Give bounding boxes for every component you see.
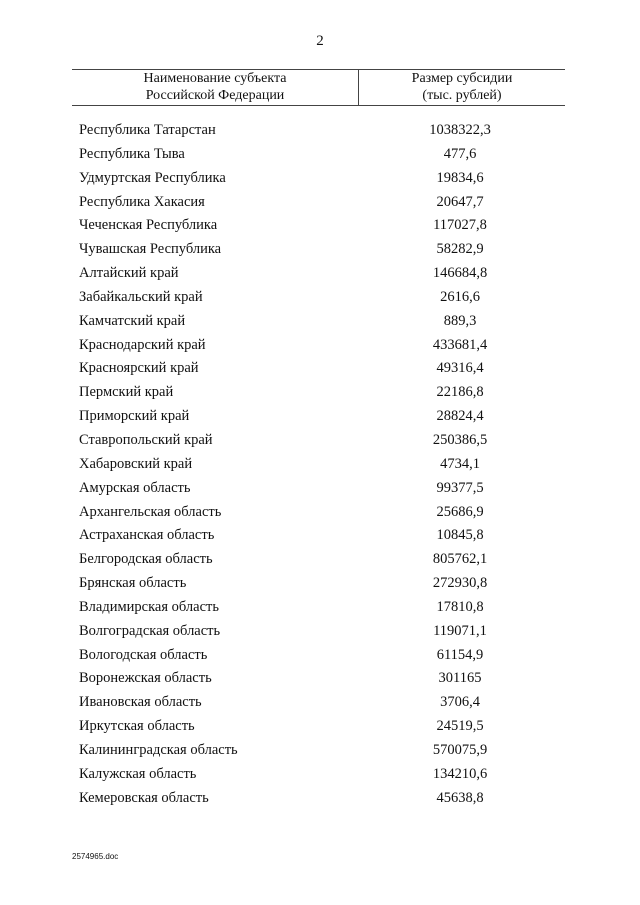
table-row (0, 119, 640, 143)
subsidy-amount: 99377,5 (436, 479, 484, 496)
table-row (0, 405, 640, 429)
subject-name: Республика Татарстан (79, 122, 216, 138)
page-number: 2 (316, 33, 324, 49)
subsidy-amount: 2616,6 (440, 288, 480, 305)
table-row (0, 238, 640, 262)
subsidy-amount: 17810,8 (436, 598, 484, 615)
subsidy-amount: 58282,9 (436, 241, 484, 258)
subject-name: Владимирская область (79, 598, 219, 615)
table-row (0, 286, 640, 310)
subsidy-amount: 24519,5 (436, 718, 484, 735)
column-header-subsidy-line-1: Размер субсидии (411, 71, 513, 86)
subsidy-amount: 28824,4 (436, 408, 484, 425)
table-row (0, 453, 640, 477)
subsidy-amount: 433681,4 (432, 336, 488, 353)
table-row (0, 167, 640, 191)
table-row (0, 596, 640, 620)
table-row (0, 644, 640, 668)
subsidy-amount: 22186,8 (436, 384, 484, 401)
subject-name: Забайкальский край (79, 288, 203, 305)
subject-name: Калужская область (79, 765, 197, 782)
column-header-subject-line-2: Российской Федерации (145, 88, 285, 103)
table-row (0, 620, 640, 644)
table-header-bottom-rule (72, 105, 565, 106)
subject-name: Брянская область (79, 575, 187, 592)
table-row (0, 715, 640, 739)
subsidy-amount: 477,6 (443, 145, 477, 162)
subsidy-amount: 301165 (438, 670, 482, 687)
table-row (0, 572, 640, 596)
subject-name: Волгоградская область (79, 622, 221, 639)
subsidy-amount: 134210,6 (432, 765, 488, 782)
table-row (0, 143, 640, 167)
subsidy-amount: 61154,9 (436, 646, 484, 663)
subsidy-amount: 25686,9 (436, 503, 484, 520)
subsidy-amount: 570075,9 (432, 741, 488, 758)
subsidy-amount: 49316,4 (436, 360, 484, 377)
subject-name: Хабаровский край (79, 455, 193, 472)
document-code: 2574965.doc (72, 852, 119, 861)
subsidy-amount: 272930,8 (432, 575, 488, 592)
subject-name: Белгородская область (79, 551, 213, 568)
subject-name: Приморский край (79, 408, 190, 425)
subsidy-amount: 10845,8 (436, 527, 484, 544)
subject-name: Калининградская область (79, 741, 238, 758)
table-row (0, 357, 640, 381)
subject-name: Пермский край (79, 384, 174, 401)
subsidy-amount: 889,3 (443, 312, 477, 329)
table-row (0, 763, 640, 787)
table-row (0, 501, 640, 525)
subject-name: Вологодская область (79, 646, 208, 663)
table-row (0, 381, 640, 405)
subsidy-amount: 4734,1 (440, 455, 480, 472)
subject-name: Чувашская Республика (79, 241, 222, 258)
table-row (0, 334, 640, 358)
subsidy-amount: 805762,1 (432, 551, 488, 568)
subject-name: Краснодарский край (79, 336, 206, 353)
table-row (0, 191, 640, 215)
table-row (0, 667, 640, 691)
subsidy-amount: 20647,7 (436, 193, 484, 210)
subject-name: Красноярский край (79, 360, 199, 377)
subject-name: Иркутская область (79, 718, 195, 735)
subject-name: Удмуртская Республика (79, 169, 226, 186)
subsidy-amount: 45638,8 (436, 789, 484, 806)
column-header-subsidy (359, 70, 565, 104)
subsidy-table-body (0, 119, 640, 810)
subsidy-amount: 146684,8 (432, 265, 488, 282)
table-row (0, 548, 640, 572)
subject-name: Амурская область (79, 479, 191, 496)
table-row (0, 739, 640, 763)
subsidy-amount: 250386,5 (432, 431, 488, 448)
table-row (0, 524, 640, 548)
subject-name: Камчатский край (79, 312, 186, 329)
subject-name: Воронежская область (79, 670, 212, 687)
subsidy-amount: 117027,8 (433, 217, 487, 234)
table-row (0, 477, 640, 501)
table-row (0, 691, 640, 715)
table-row (0, 310, 640, 334)
subject-name: Кемеровская область (79, 789, 209, 806)
column-header-subsidy-line-2: (тыс. рублей) (422, 88, 502, 103)
subject-name: Ивановская область (79, 694, 202, 711)
subject-name: Архангельская область (79, 503, 222, 520)
table-row (0, 214, 640, 238)
subsidy-amount: 3706,4 (440, 694, 480, 711)
column-header-subject-line-1: Наименование субъекта (143, 71, 287, 86)
subject-name: Республика Хакасия (79, 193, 205, 210)
table-row (0, 262, 640, 286)
subsidy-amount: 1038322,3 (429, 122, 491, 138)
subject-name: Астраханская область (79, 527, 215, 544)
table-row (0, 429, 640, 453)
column-header-subject (72, 70, 358, 104)
subject-name: Алтайский край (79, 265, 179, 282)
subject-name: Республика Тыва (79, 145, 185, 162)
subsidy-amount: 119071,1 (433, 622, 487, 639)
subject-name: Чеченская Республика (79, 217, 218, 234)
subject-name: Ставропольский край (79, 431, 213, 448)
table-row (0, 787, 640, 811)
subsidy-amount: 19834,6 (436, 169, 484, 186)
